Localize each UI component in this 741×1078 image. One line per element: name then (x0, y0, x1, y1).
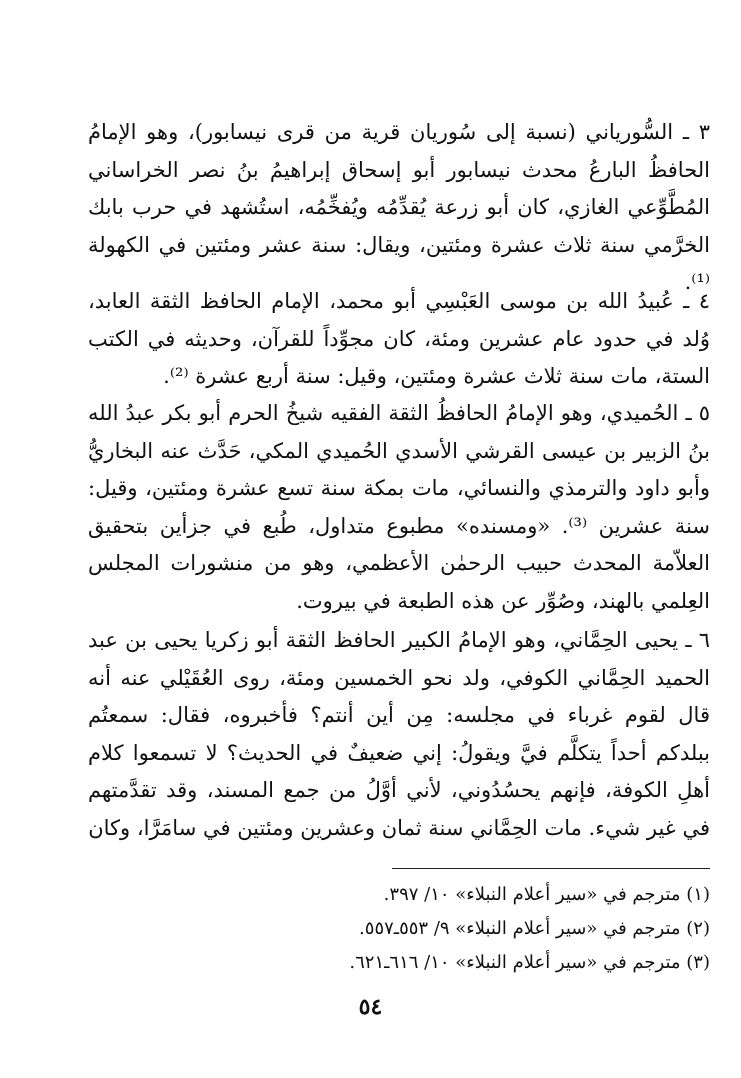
entry-3-al-surryani: ٣ ـ السُّورياني (نسبة إلى سُوريان قرية من قرى نيسابور)، وهو الإمامُ الحافظُ البارعُ محدث نيسابور أبو إسحاق إبراهيمُ بنُ نصر الخراساني المُطَّوِّعي الغازي، كان أبو زرعة يُقدِّمُه ويُفخِّمُه، استُشهد في حرب بابك الخرَّمي سنة ثلاث عشرة ومئتين، ويقال: سنة عشر ومئتين في الكهولة ⁽¹⁾. (88, 120, 710, 294)
entry-5-al-humaydi: ٥ ـ الحُميدي، وهو الإمامُ الحافظُ الثقة الفقيه شيخُ الحرم أبو بكر عبدُ الله بنُ الزبير بن عيسى القرشي الأسدي الحُميدي المكي، حَدَّث عنه البخاريُّ وأبو داود والترمذي والنسائي، مات بمكة سنة تسع عشرة ومئتين، وقيل: سنة عشرين ⁽³⁾. «ومسنده» مطبوع متداول، طُبع في جزأين بتحقيق العلاّمة المحدث حبيب الرحمٰن الأعظمي، وهو من منشورات المجلس العِلمي بالهند، وصُوِّر عن هذه الطبعة في بيروت. (88, 401, 710, 613)
page-number: ٥٤ (358, 994, 383, 1020)
entry-6-yahya-al-himmani: ٦ ـ يحيى الحِمَّاني، وهو الإمامُ الكبير الحافظ الثقة أبو زكريا يحيى بن عبد الحميد الحِمَّاني الكوفي، ولد نحو الخمسين ومئة، روى العُقَيْلي عنه أنه قال لقوم غرباء في مجلسه: مِن أين أنتم؟ فأخبروه، فقال: سمعتُم ببلدكم أحداً يتكلَّم فيَّ ويقولُ: إني ضعيفٌ في الحديث؟ لا تسمعوا كلام أهلِ الكوفة، فإنهم يحسُدُوني، لأني أوَّلُ من جمع المسند، وقد تقدَّمتهم في غير شيء. مات الحِمَّاني سنة ثمان وعشرين ومئتين في سامَرَّا، وكان (88, 628, 710, 840)
footnote-3: (٣) مترجم في «سير أعلام النبلاء» ١٠/ ٦١٦ـ٦٢١. (349, 952, 710, 973)
entry-4-ubaydullah-ibn-musa: ٤ ـ عُبيدُ الله بن موسى العَبْسِي أبو محمد، الإمام الحافظ الثقة العابد، وُلد في حدود عام عشرين ومئة، كان مجوِّداً للقرآن، وحديثه في الكتب الستة، مات سنة ثلاث عشرة ومئتين، وقيل: سنة أربع عشرة ⁽²⁾. (88, 289, 710, 388)
footnote-1: (١) مترجم في «سير أعلام النبلاء» ١٠/ ٣٩٧. (383, 884, 710, 905)
footnote-divider (392, 868, 710, 869)
footnote-2: (٢) مترجم في «سير أعلام النبلاء» ٩/ ٥٥٣ـ٥٥٧. (359, 918, 710, 939)
